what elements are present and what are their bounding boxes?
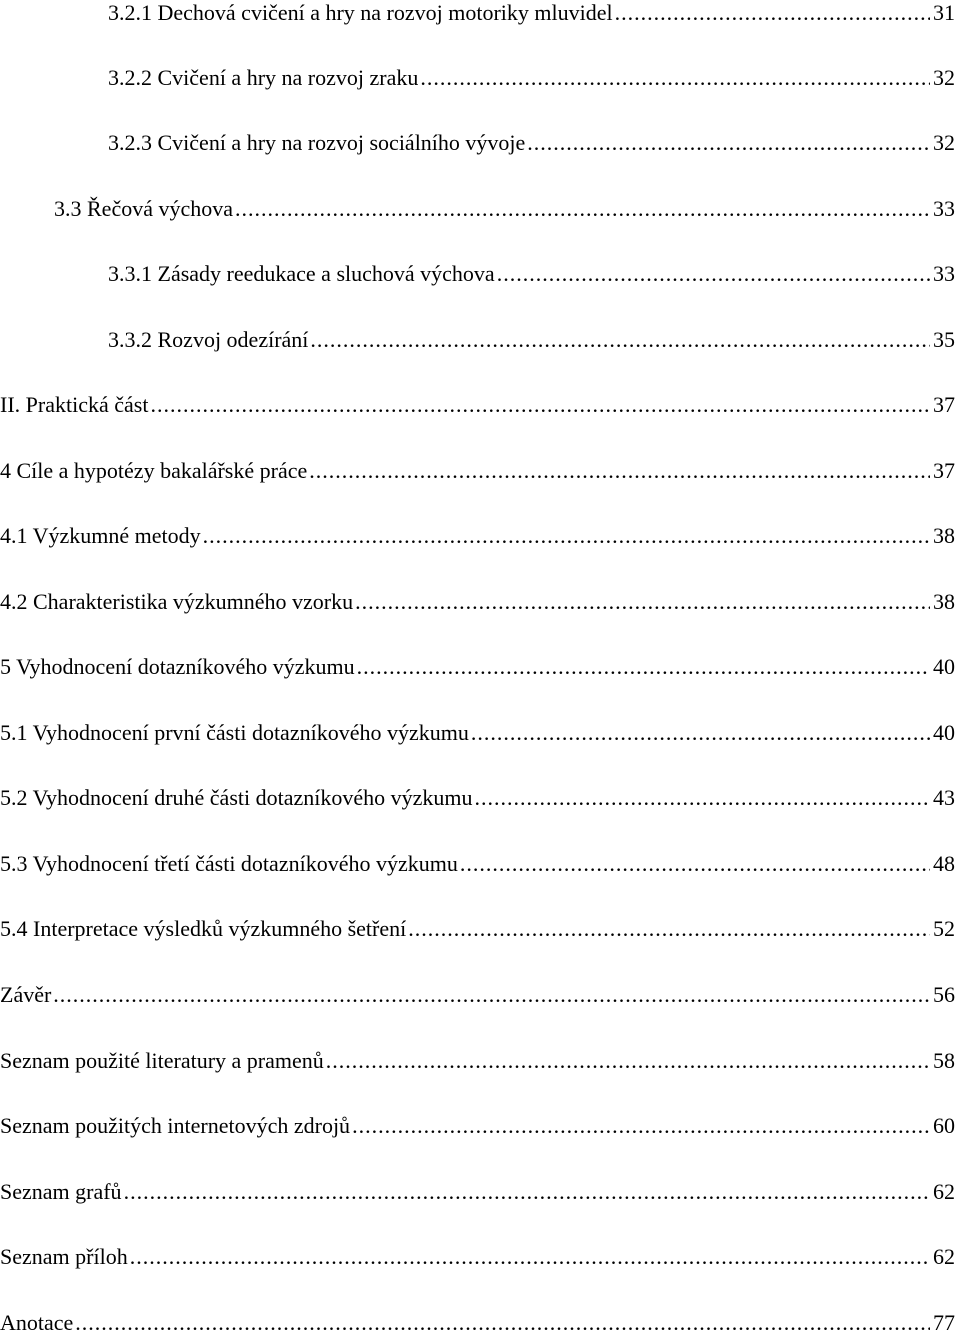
- toc-entry-page-number: 62: [933, 1244, 955, 1269]
- toc-entry-page-number: 37: [933, 392, 955, 417]
- toc-entry-label: Seznam použité literatury a pramenů: [0, 1048, 324, 1073]
- toc-entry-label: 5.4 Interpretace výsledků výzkumného šetření: [0, 916, 407, 941]
- toc-entry-page-number: 48: [933, 851, 955, 876]
- toc-entry-label: Závěr: [0, 982, 52, 1007]
- toc-entry-label: 5.3 Vyhodnocení třetí části dotazníkového výzkumu: [0, 851, 458, 876]
- toc-entry-label: Anotace: [0, 1310, 74, 1335]
- toc-entry-3-2-3[interactable]: [108, 130, 955, 156]
- toc-dot-leader: [203, 523, 930, 549]
- toc-entry-page-number: 31: [933, 0, 955, 25]
- toc-entry-5-1[interactable]: [0, 720, 955, 746]
- toc-dot-leader: [75, 1310, 930, 1336]
- toc-dot-leader: [420, 65, 930, 91]
- toc-entry-5-4[interactable]: [0, 916, 955, 942]
- toc-entry-label: 3.2.3 Cvičení a hry na rozvoj sociálního vývoje: [108, 130, 526, 155]
- toc-dot-leader: [309, 458, 930, 484]
- toc-entry-page-number: 40: [933, 654, 955, 679]
- toc-dot-leader: [235, 196, 930, 222]
- toc-entry-page-number: 38: [933, 589, 955, 614]
- toc-entry-label: Seznam použitých internetových zdrojů: [0, 1113, 351, 1138]
- toc-entry-5[interactable]: [0, 654, 955, 680]
- toc-entry-label: II. Praktická část: [0, 392, 149, 417]
- toc-entry-label: Seznam grafů: [0, 1179, 122, 1204]
- toc-entry-3-2-2[interactable]: [108, 65, 955, 91]
- toc-entry-seznam-grafu[interactable]: [0, 1179, 955, 1205]
- toc-entry-literatura[interactable]: [0, 1048, 955, 1074]
- toc-dot-leader: [615, 0, 930, 26]
- toc-entry-label: Seznam příloh: [0, 1244, 128, 1269]
- toc-entry-label: 3.2.2 Cvičení a hry na rozvoj zraku: [108, 65, 419, 90]
- toc-entry-page-number: 33: [933, 261, 955, 286]
- toc-entry-page-number: 32: [933, 65, 955, 90]
- toc-entry-part-ii[interactable]: [0, 392, 955, 418]
- toc-entry-3-3[interactable]: [54, 196, 955, 222]
- toc-entry-page-number: 60: [933, 1113, 955, 1138]
- toc-entry-label: 4 Cíle a hypotézy bakalářské práce: [0, 458, 308, 483]
- toc-entry-page-number: 38: [933, 523, 955, 548]
- toc-dot-leader: [460, 851, 930, 877]
- toc-entry-page-number: 58: [933, 1048, 955, 1073]
- toc-entry-page-number: 56: [933, 982, 955, 1007]
- toc-dot-leader: [124, 1179, 930, 1205]
- toc-entry-internetove-zdroje[interactable]: [0, 1113, 955, 1139]
- toc-entry-label: 4.1 Výzkumné metody: [0, 523, 201, 548]
- toc-entry-label: 4.2 Charakteristika výzkumného vzorku: [0, 589, 354, 614]
- toc-dot-leader: [352, 1113, 930, 1139]
- toc-entry-page-number: 32: [933, 130, 955, 155]
- toc-entry-label: 3.3.2 Rozvoj odezírání: [108, 327, 309, 352]
- toc-entry-page-number: 62: [933, 1179, 955, 1204]
- toc-entry-4-1[interactable]: [0, 523, 955, 549]
- toc-entry-4-2[interactable]: [0, 589, 955, 615]
- toc-dot-leader: [150, 392, 930, 418]
- toc-entry-label: 5.1 Vyhodnocení první části dotazníkového výzkumu: [0, 720, 469, 745]
- toc-entry-label: 5 Vyhodnocení dotazníkového výzkumu: [0, 654, 355, 679]
- toc-dot-leader: [475, 785, 931, 811]
- toc-entry-page-number: 52: [933, 916, 955, 941]
- toc-dot-leader: [527, 130, 930, 156]
- toc-entry-page-number: 77: [933, 1310, 955, 1335]
- toc-dot-leader: [471, 720, 930, 746]
- toc-entry-label: 3.3 Řečová výchova: [54, 196, 233, 221]
- toc-entry-zaver[interactable]: [0, 982, 955, 1008]
- toc-entry-page-number: 40: [933, 720, 955, 745]
- toc-dot-leader: [357, 654, 930, 680]
- toc-dot-leader: [497, 261, 930, 287]
- toc-entry-page-number: 33: [933, 196, 955, 221]
- toc-entry-3-3-2[interactable]: [108, 327, 955, 353]
- toc-entry-4[interactable]: [0, 458, 955, 484]
- toc-entry-seznam-priloh[interactable]: [0, 1244, 955, 1270]
- toc-dot-leader: [326, 1048, 930, 1074]
- toc-entry-3-3-1[interactable]: [108, 261, 955, 287]
- toc-entry-5-2[interactable]: [0, 785, 955, 811]
- toc-entry-label: 3.2.1 Dechová cvičení a hry na rozvoj motoriky mluvidel: [108, 0, 613, 25]
- toc-entry-page-number: 35: [933, 327, 955, 352]
- toc-dot-leader: [310, 327, 930, 353]
- toc-entry-label: 3.3.1 Zásady reedukace a sluchová výchova: [108, 261, 495, 286]
- toc-entry-3-2-1[interactable]: [108, 0, 955, 26]
- toc-dot-leader: [408, 916, 930, 942]
- toc-dot-leader: [355, 589, 930, 615]
- toc-entry-5-3[interactable]: [0, 851, 955, 877]
- toc-dot-leader: [130, 1244, 930, 1270]
- toc-dot-leader: [53, 982, 930, 1008]
- toc-entry-label: 5.2 Vyhodnocení druhé části dotazníkového výzkumu: [0, 785, 473, 810]
- toc-entry-page-number: 37: [933, 458, 955, 483]
- toc-entry-anotace[interactable]: [0, 1310, 955, 1336]
- toc-entry-page-number: 43: [933, 785, 955, 810]
